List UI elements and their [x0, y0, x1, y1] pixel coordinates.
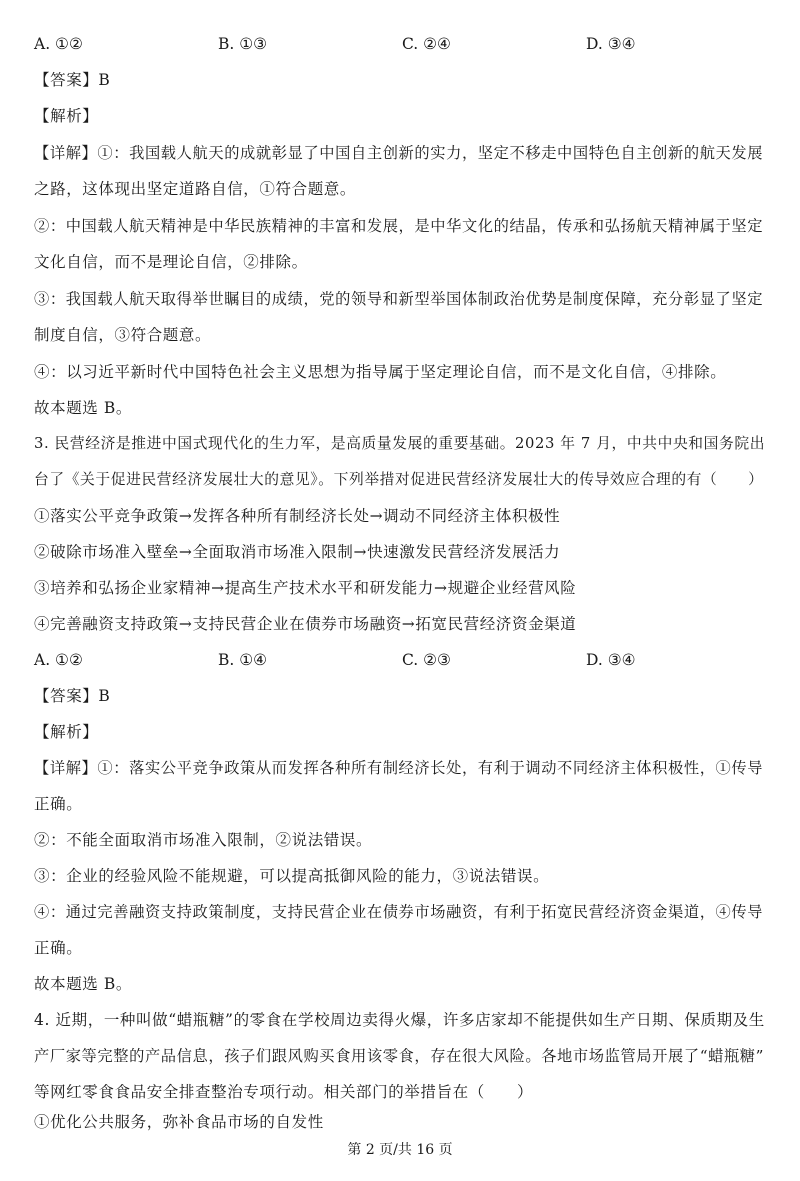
document-page — [34, 0, 774, 1181]
q3-option-c: C. ②③ — [402, 651, 451, 669]
q3-detail-line: 【详解】①：落实公平竞争政策从而发挥各种所有制经济长处，有利于调动不同经济主体积极性，①传导 — [34, 759, 764, 777]
q3-stem-line: 台了《关于促进民营经济发展壮大的意见》。下列举措对促进民营经济发展壮大的传导效应合理的有（ ） — [34, 471, 764, 488]
page-footer: 第 2 页/共 16 页 — [347, 1142, 453, 1158]
q3-option-d: D. ③④ — [586, 651, 636, 669]
q3-option-a: A. ①② — [34, 651, 83, 669]
q2-analysis-label: 【解析】 — [34, 107, 99, 125]
q2-option-b: B. ①③ — [218, 35, 268, 53]
q3-detail-line: ④：通过完善融资支持政策制度，支持民营企业在债券市场融资，有利于拓宽民营经济资金渠道，④传导 — [34, 903, 764, 921]
q2-answer: 【答案】B — [34, 71, 111, 89]
q2-detail-line: ②：中国载人航天精神是中华民族精神的丰富和发展，是中华文化的结晶，传承和弘扬航天精神属于坚定 — [34, 217, 764, 235]
q3-detail-line: ③：企业的经验风险不能规避，可以提高抵御风险的能力，③说法错误。 — [34, 867, 550, 885]
q3-item: ②破除市场准入壁垒→全面取消市场准入限制→快速激发民营经济发展活力 — [34, 543, 561, 561]
q4-item: ①优化公共服务，弥补食品市场的自发性 — [34, 1113, 324, 1131]
q2-option-a: A. ①② — [34, 35, 83, 53]
q3-detail-line: 正确。 — [34, 939, 83, 957]
q2-option-d: D. ③④ — [586, 35, 636, 53]
q3-detail-line: 正确。 — [34, 795, 83, 813]
q3-answer: 【答案】B — [34, 687, 111, 705]
q2-detail-line: 【详解】①：我国载人航天的成就彰显了中国自主创新的实力，坚定不移走中国特色自主创新的航天发展 — [34, 144, 764, 162]
q4-stem-line: 等网红零食食品安全排查整治专项行动。相关部门的举措旨在（ ） — [34, 1083, 534, 1101]
q3-detail-line: ②：不能全面取消市场准入限制，②说法错误。 — [34, 831, 373, 849]
q3-item: ③培养和弘扬企业家精神→提高生产技术水平和研发能力→规避企业经营风险 — [34, 579, 577, 597]
q2-conclusion: 故本题选 B。 — [34, 399, 133, 417]
q4-stem-line: 产厂家等完整的产品信息，孩子们跟风购买食用该零食，存在很大风险。各地市场监管局开展了“蜡瓶糖” — [34, 1047, 765, 1065]
q3-analysis-label: 【解析】 — [34, 723, 99, 741]
q3-option-b: B. ①④ — [218, 651, 268, 669]
q2-detail-line: 文化自信，而不是理论自信，②排除。 — [34, 253, 308, 271]
q2-detail-line: ③：我国载人航天取得举世瞩目的成绩，党的领导和新型举国体制政治优势是制度保障，充分彰显了坚定 — [34, 290, 764, 308]
q2-detail-line: ④：以习近平新时代中国特色社会主义思想为指导属于坚定理论自信，而不是文化自信，④排除。 — [34, 363, 727, 381]
q4-stem-line: 4. 近期，一种叫做“蜡瓶糖”的零食在学校周边卖得火爆，许多店家却不能提供如生产日期、保质期及生 — [34, 1011, 765, 1029]
q3-item: ④完善融资支持政策→支持民营企业在债券市场融资→拓宽民营经济资金渠道 — [34, 615, 577, 633]
q3-conclusion: 故本题选 B。 — [34, 975, 133, 993]
q2-detail-line: 之路，这体现出坚定道路自信，①符合题意。 — [34, 180, 357, 198]
q2-option-c: C. ②④ — [402, 35, 451, 53]
q3-stem-line: 3. 民营经济是推进中国式现代化的生力军，是高质量发展的重要基础。2023 年 7 月，中共中央和国务院出 — [34, 435, 766, 452]
q2-options-row — [34, 34, 774, 54]
q3-options-row — [34, 650, 774, 670]
q2-detail-line: 制度自信，③符合题意。 — [34, 326, 212, 344]
q3-item: ①落实公平竞争政策→发挥各种所有制经济长处→调动不同经济主体积极性 — [34, 507, 561, 525]
